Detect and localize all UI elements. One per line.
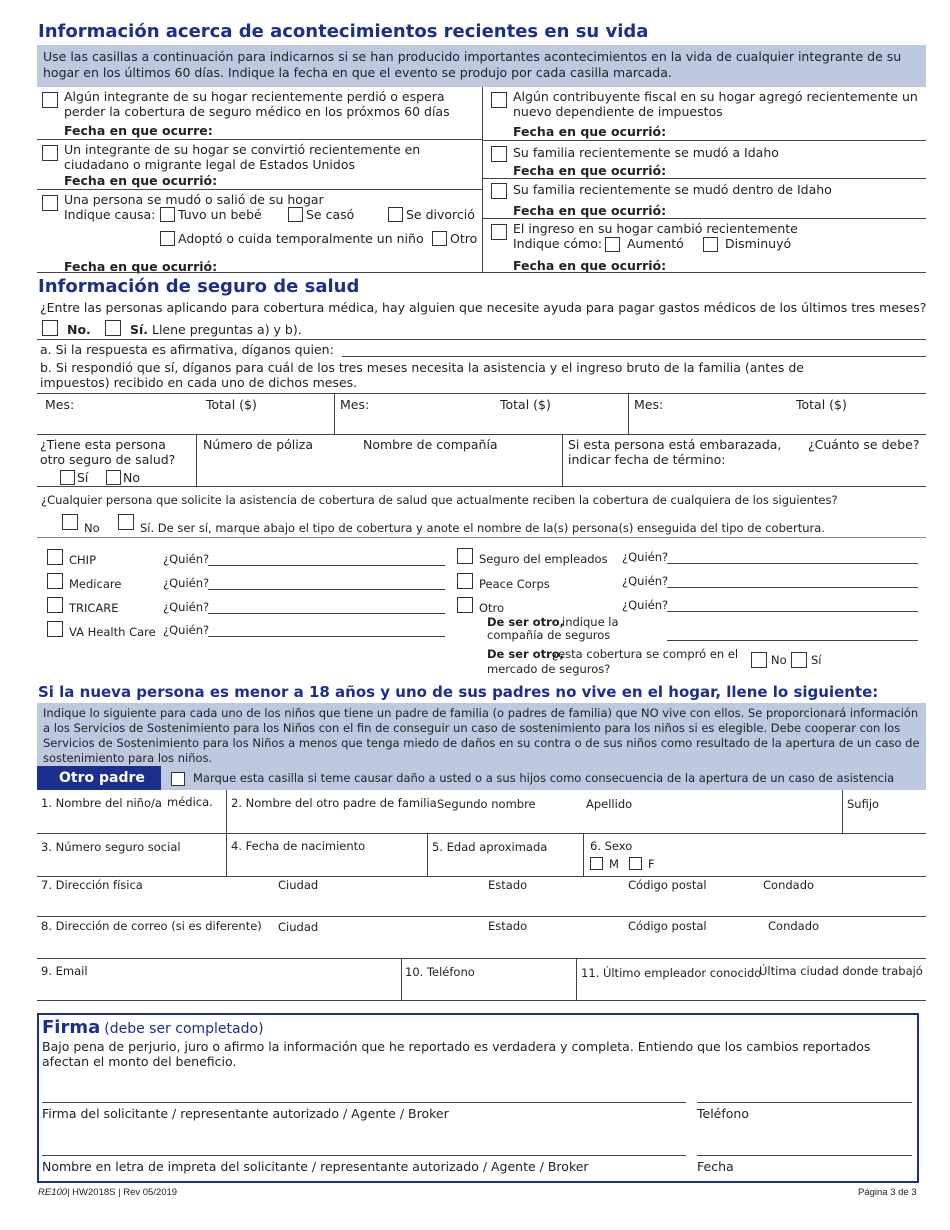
dob-label: 4. Fecha de nacimiento (231, 839, 366, 853)
signature-heading (42, 1018, 264, 1039)
signature-label: Firma del solicitante / representante autorizado / Agente / Broker (42, 1106, 449, 1121)
mailing-address-label: 8. Dirección de correo (si es diferente) (41, 919, 262, 933)
total2-label: Total ($) (500, 397, 551, 412)
coverage-tricare-input[interactable] (208, 613, 445, 614)
policy-number-label: Número de póliza (203, 437, 313, 452)
ssn-label: 3. Número seguro social (41, 840, 181, 854)
coverage-peace-corps-who: ¿Quién? (622, 574, 669, 588)
event-moved-out-cause: Indique causa: (64, 207, 156, 222)
footer-page: Página 3 de 3 (858, 1187, 917, 1198)
cause-other-label: Otro (450, 231, 478, 246)
event-moved-idaho-label: Su familia recientemente se mudó a Idaho (513, 145, 779, 160)
other-parent-label: Otro padre (37, 766, 161, 790)
middle-name-label: Segundo nombre (437, 797, 536, 811)
signature-input[interactable] (42, 1102, 686, 1103)
other-insurance-si-label: Sí (77, 470, 89, 485)
market-si-label: Sí (811, 653, 822, 667)
market-rest2: mercado de seguros? (487, 662, 611, 676)
event-lost-coverage-date-label: Fecha en que ocurre: (64, 123, 213, 138)
signature-phone-input[interactable] (697, 1102, 912, 1103)
sex-m-label: M (609, 857, 619, 871)
sex-label: 6. Sexo (590, 839, 633, 853)
cause-baby-checkbox[interactable] (160, 207, 175, 222)
coverage-va-checkbox[interactable] (47, 621, 63, 637)
signature-title: Firma (42, 1017, 101, 1038)
health-q1-si-label: Sí. (130, 322, 149, 337)
cause-divorced-label: Se divorció (406, 207, 475, 222)
event-citizen-checkbox[interactable] (42, 145, 58, 161)
cause-adopted-label: Adoptó o cuida temporalmente un niño (178, 231, 424, 246)
coverage-peace-corps-checkbox[interactable] (457, 573, 473, 589)
coverage-va-label: VA Health Care (69, 625, 156, 639)
email-label: 9. Email (41, 964, 88, 978)
physical-zip-label: Código postal (628, 878, 707, 892)
market-no-label: No (771, 653, 787, 667)
coverage-other-checkbox[interactable] (457, 597, 473, 613)
footer-form-id (38, 1187, 177, 1198)
coverage-medicare-input[interactable] (208, 589, 445, 590)
income-decreased-label: Disminuyó (725, 236, 792, 251)
events-title: Información acerca de acontecimientos recientes en su vida (38, 21, 649, 42)
event-lost-coverage-checkbox[interactable] (42, 92, 58, 108)
total3-label: Total ($) (796, 397, 847, 412)
other-insurance-q-line1: ¿Tiene esta persona (40, 437, 166, 452)
coverage-tricare-checkbox[interactable] (47, 597, 63, 613)
cause-married-checkbox[interactable] (288, 207, 303, 222)
cause-baby-label: Tuvo un bebé (178, 207, 262, 222)
other-insurance-si-checkbox[interactable] (60, 470, 75, 485)
parent-name-label: 2. Nombre del otro padre de familia (231, 796, 437, 810)
company-name-label: Nombre de compañía (363, 437, 498, 452)
event-income-changed-date-label: Fecha en que ocurrió: (513, 258, 667, 273)
coverage-tricare-who: ¿Quién? (163, 600, 210, 614)
physical-address-label: 7. Dirección física (41, 878, 143, 892)
other-insurance-q-line2: otro seguro de salud? (40, 452, 176, 467)
month2-label: Mes: (340, 397, 370, 412)
health-qa-input[interactable] (342, 356, 926, 357)
market-bold: De ser otro, (487, 647, 565, 661)
coverage-medicare-who: ¿Quién? (163, 576, 210, 590)
physical-state-label: Estado (488, 878, 528, 892)
income-increased-checkbox[interactable] (605, 237, 620, 252)
coverage-chip-checkbox[interactable] (47, 549, 63, 565)
sex-f-checkbox[interactable] (629, 857, 642, 870)
minor-intro: Indique lo siguiente para cada uno de los niños que tiene un padre de familia (o padres de familia) que NO vive con ellos. Se proporcionará información a los Servicios de Sostenimiento para los Niños con el fin de conseguir un caso de sostenimiento para los niños si es elegible. Debe cooperar con los Servicios de Sostenimiento para los Niños a menos que tenga miedo de daños en su contra o de sus niños como resultado de la apertura de un caso de sostenimiento para los niños. (37, 703, 926, 766)
suffix-label: Sufijo (847, 797, 880, 811)
coverage-chip-who: ¿Quién? (163, 552, 210, 566)
mailing-state-label: Estado (488, 919, 528, 933)
event-new-dependent-checkbox[interactable] (491, 92, 507, 108)
minor-title: Si la nueva persona es menor a 18 años y uno de sus padres no vive en el hogar, llene lo siguiente: (38, 683, 879, 701)
amount-owed-label: ¿Cuánto se debe? (808, 437, 920, 452)
coverage-medicare-checkbox[interactable] (47, 573, 63, 589)
pregnant-line2: indicar fecha de término: (568, 452, 726, 467)
physical-county-label: Condado (763, 878, 815, 892)
event-moved-within-idaho-date-label: Fecha en que ocurrió: (513, 203, 667, 218)
coverage-other-input[interactable] (667, 611, 918, 612)
event-income-changed-checkbox[interactable] (491, 224, 507, 240)
mailing-county-label: Condado (768, 919, 820, 933)
other-insurance-no-checkbox[interactable] (106, 470, 121, 485)
income-increased-label: Aumentó (627, 236, 684, 251)
event-lost-coverage-line1: Algún integrante de su hogar recientemente perdió o espera (64, 89, 445, 104)
market-no-checkbox[interactable] (751, 652, 767, 668)
other-company-rest2: compañía de seguros (487, 628, 611, 642)
event-new-dependent-line1: Algún contribuyente fiscal en su hogar agregó recientemente un (513, 89, 918, 104)
month1-label: Mes: (45, 397, 75, 412)
signature-title-note: (debe ser completado) (104, 1021, 264, 1037)
total1-label: Total ($) (206, 397, 257, 412)
cause-divorced-checkbox[interactable] (388, 207, 403, 222)
coverage-chip-label: CHIP (69, 553, 97, 567)
fear-harm-label: Marque esta casilla si teme causar daño a usted o a sus hijos como consecuencia de la apertura de un caso de asistencia médica. (167, 771, 895, 809)
coverage-peace-corps-label: Peace Corps (479, 577, 550, 591)
coverage-employer-who: ¿Quién? (622, 550, 669, 564)
signature-phone-label: Teléfono (697, 1106, 749, 1121)
coverage-no-checkbox[interactable] (62, 514, 78, 530)
child-name-label: 1. Nombre del niño/a (41, 796, 162, 810)
events-divider (482, 87, 483, 272)
event-moved-idaho-date-label: Fecha en que ocurrió: (513, 163, 667, 178)
print-name-label: Nombre en letra de impreta del solicitante / representante autorizado / Agente / Broker (42, 1159, 589, 1174)
coverage-tricare-label: TRICARE (69, 601, 119, 615)
event-new-dependent-date-label: Fecha en que ocurrió: (513, 124, 667, 139)
fear-harm-checkbox[interactable] (171, 772, 185, 786)
phone-label: 10. Teléfono (405, 965, 475, 979)
coverage-chip-input[interactable] (208, 565, 445, 566)
health-q1-no-checkbox[interactable] (42, 320, 58, 336)
event-new-dependent-line2: nuevo dependiente de impuestos (513, 104, 723, 119)
coverage-peace-corps-input[interactable] (667, 587, 918, 588)
employer-city-label: Última ciudad donde trabajó (759, 964, 923, 978)
market-si-checkbox[interactable] (791, 652, 807, 668)
health-q1: ¿Entre las personas aplicando para cobertura médica, hay alguien que necesite ayuda para pagar gastos médicos de los últimos tres meses? (40, 300, 927, 315)
last-name-label: Apellido (586, 797, 633, 811)
coverage-medicare-label: Medicare (69, 577, 122, 591)
coverage-si-checkbox[interactable] (118, 514, 134, 530)
event-moved-within-idaho-checkbox[interactable] (491, 183, 507, 199)
other-company-rest1: indique la (562, 615, 619, 629)
health-qa: a. Si la respuesta es afirmativa, díganos quien: (40, 342, 334, 357)
health-q1-si-checkbox[interactable] (105, 320, 121, 336)
event-income-changed-how: Indique cómo: (513, 236, 603, 251)
events-intro: Use las casillas a continuación para indicarnos si se han producido importantes acontecimientos en la vida de cualquier integrante de su hogar en los últimos 60 días. Indique la fecha en que el evento se produjo por cada casilla marcada. (37, 45, 926, 87)
event-citizen-line2: ciudadano o migrante legal de Estados Unidos (64, 157, 355, 172)
month3-label: Mes: (634, 397, 664, 412)
health-title: Información de seguro de salud (38, 276, 360, 297)
other-company-bold: De ser otro, (487, 615, 565, 629)
event-moved-out-date-label: Fecha en que ocurrió: (64, 259, 218, 274)
health-q1-si-instruction: Llene preguntas a) y b). (152, 322, 302, 337)
cause-married-label: Se casó (306, 207, 355, 222)
employer-label: 11. Último empleador conocido (581, 966, 762, 980)
health-qb-line1: b. Si respondió que sí, díganos para cuál de los tres meses necesita la asistencia y el ingreso bruto de la familia (antes de (40, 360, 804, 375)
coverage-employer-checkbox[interactable] (457, 548, 473, 564)
pregnant-line1: Si esta persona está embarazada, (568, 437, 782, 452)
cause-other-checkbox[interactable] (432, 231, 447, 246)
event-citizen-line1: Un integrante de su hogar se convirtió recientemente en (64, 142, 421, 157)
coverage-si-label: Sí. De ser sí, marque abajo el tipo de cobertura y anote el nombre de la(s) persona(s) enseguida del tipo de cobertura. (140, 521, 825, 535)
event-moved-out-line1: Una persona se mudó o salió de su hogar (64, 192, 324, 207)
physical-city-label: Ciudad (278, 878, 319, 892)
footer-form-code: RE100 (38, 1187, 68, 1198)
coverage-employer-label: Seguro del empleados (479, 552, 608, 566)
other-company-input[interactable] (667, 640, 918, 641)
print-name-input[interactable] (42, 1155, 686, 1156)
coverage-q: ¿Cualquier persona que solicite la asistencia de cobertura de salud que actualmente reciben la cobertura de cualquiera de los siguientes? (41, 493, 838, 507)
event-citizen-date-label: Fecha en que ocurrió: (64, 173, 218, 188)
market-rest1: ¿esta cobertura se compró en el (552, 647, 739, 661)
event-moved-within-idaho-label: Su familia recientemente se mudó dentro de Idaho (513, 182, 832, 197)
sex-f-label: F (648, 857, 655, 871)
other-insurance-no-label: No (123, 470, 140, 485)
health-q1-no-label: No. (67, 322, 91, 337)
coverage-no-label: No (84, 521, 100, 535)
signature-text-line1: Bajo pena de perjurio, juro o afirmo la información que he reportado es verdadera y completa. Entiendo que los cambios reportados (42, 1039, 871, 1054)
mailing-zip-label: Código postal (628, 919, 707, 933)
coverage-other-label: Otro (479, 601, 505, 615)
event-lost-coverage-line2: perder la cobertura de seguro médico en los próxmos 60 días (64, 104, 450, 119)
coverage-va-input[interactable] (208, 636, 445, 637)
signature-text-line2: afectan el monto del beneficio. (42, 1054, 237, 1069)
coverage-va-who: ¿Quién? (163, 623, 210, 637)
age-label: 5. Edad aproximada (432, 840, 548, 854)
event-income-changed-line1: El ingreso en su hogar cambió recientemente (513, 221, 798, 236)
footer-form-rev: | HW2018S | Rev 05/2019 (67, 1187, 178, 1198)
signature-date-label: Fecha (697, 1159, 734, 1174)
income-decreased-checkbox[interactable] (703, 237, 718, 252)
sex-m-checkbox[interactable] (590, 857, 603, 870)
event-moved-out-checkbox[interactable] (42, 195, 58, 211)
cause-adopted-checkbox[interactable] (160, 231, 175, 246)
signature-date-input[interactable] (697, 1155, 912, 1156)
coverage-employer-input[interactable] (667, 563, 918, 564)
coverage-other-who: ¿Quién? (622, 598, 669, 612)
mailing-city-label: Ciudad (278, 920, 319, 934)
health-qb-line2: impuestos) recibido en cada uno de dichos meses. (40, 375, 358, 390)
event-moved-idaho-checkbox[interactable] (491, 146, 507, 162)
